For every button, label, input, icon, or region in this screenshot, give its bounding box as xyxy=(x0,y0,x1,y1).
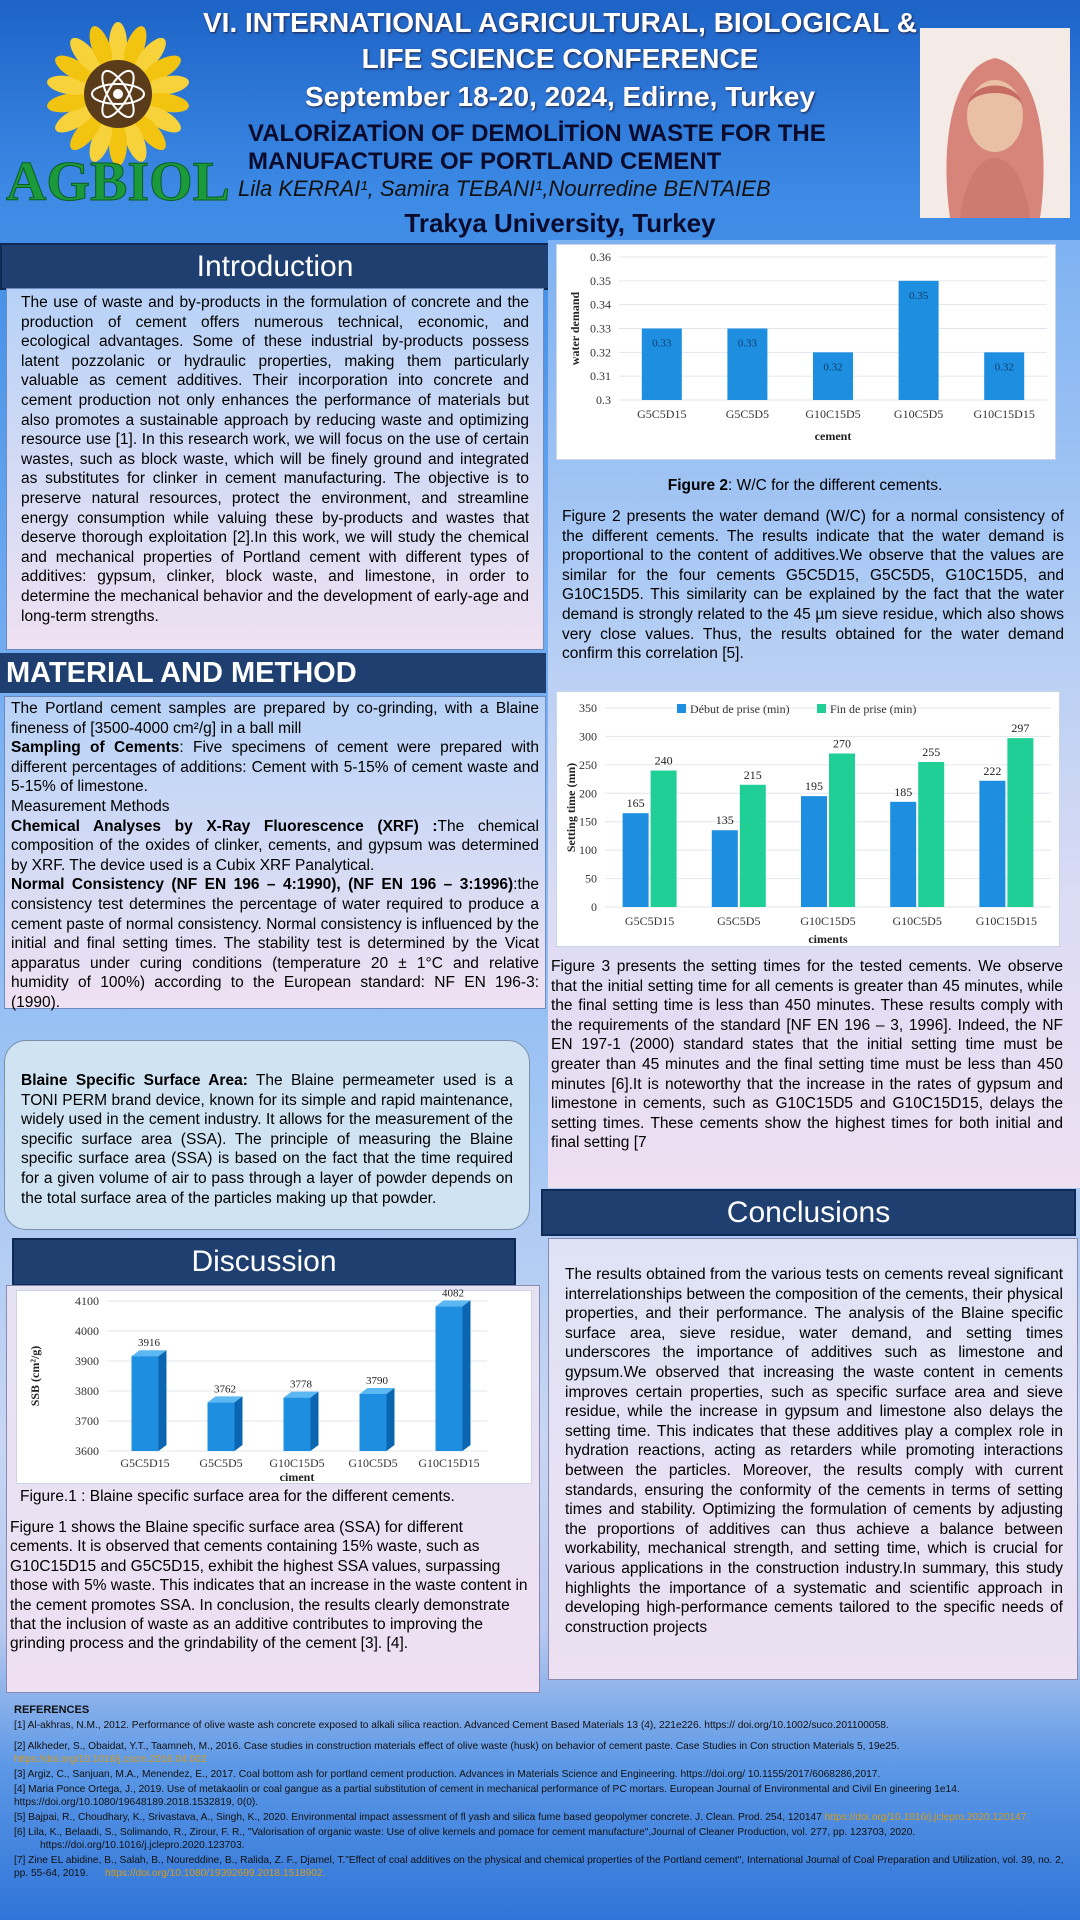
y-tick-label: 3800 xyxy=(75,1384,99,1398)
sampling-label: Sampling of Cements xyxy=(11,739,180,757)
legend-label: Début de prise (min) xyxy=(690,702,790,716)
y-tick-label: 4100 xyxy=(75,1294,99,1308)
figure2-wc-chart xyxy=(556,244,1056,460)
y-axis-label: water demand xyxy=(568,291,582,366)
bar xyxy=(829,753,855,907)
x-tick-label: G5C5D15 xyxy=(120,1456,170,1470)
introduction-panel xyxy=(6,288,544,650)
data-label: 215 xyxy=(743,767,762,782)
x-tick-label: G10C5D5 xyxy=(893,407,944,421)
logo-text: AGBIOL xyxy=(5,151,231,213)
x-tick-label: G5C5D15 xyxy=(624,914,675,928)
bar-side-face xyxy=(387,1388,395,1451)
bar xyxy=(1007,738,1033,907)
y-tick-label: 0.34 xyxy=(590,297,611,312)
material-method-title: MATERIAL AND METHOD xyxy=(0,653,546,693)
x-axis-label: cement xyxy=(814,429,852,443)
bar xyxy=(360,1394,387,1451)
blaine-label: Blaine Specific Surface Area: xyxy=(21,1072,248,1089)
legend-swatch xyxy=(677,704,686,713)
figure1-caption: Figure.1 : Blaine specific surface area for the different cements. xyxy=(20,1488,455,1505)
bar xyxy=(436,1306,463,1451)
legend-swatch xyxy=(817,704,826,713)
agbiol-logo xyxy=(5,14,231,214)
y-tick-label: 0.31 xyxy=(590,369,611,384)
references-title: REFERENCES xyxy=(14,1704,90,1716)
reference-2-link[interactable]: https://doi.org/10.1016/j.cscm.2016.04.002 xyxy=(14,1754,207,1765)
y-tick-label: 3600 xyxy=(75,1444,99,1458)
xrf-label: Chemical Analyses by X-Ray Fluorescence (XRF) : xyxy=(11,817,438,835)
bar xyxy=(712,830,738,907)
y-tick-label: 4000 xyxy=(75,1324,99,1338)
reference-7-link[interactable]: https://doi.org/10.1080/19392699.2018.1518902. xyxy=(105,1868,326,1879)
reference-7: [7] Zine EL abidine, B., Salah, B., Noureddine, B., Ralida, Z. F., Djamel, T."Effect of coal additives on the physical and chemical properties of the Portland cement", International Journal of Coal Preparation and Utilization, vol. 39, no. 2, pp. 55-64, 2019. xyxy=(14,1855,1064,1879)
x-axis-label: ciments xyxy=(808,932,848,946)
bar-side-face xyxy=(159,1350,167,1451)
data-label: 165 xyxy=(626,796,645,811)
y-tick-label: 3700 xyxy=(75,1414,99,1428)
legend-label: Fin de prise (min) xyxy=(830,702,917,716)
x-tick-label: G5C5D5 xyxy=(717,914,761,928)
conclusions-text: The results obtained from the various tests on cements reveal significant interrelationships between the composition of the cements, their physical properties, and their performance. The analysis of the Blaine specific surface area, sieve residue, water demand, and setting times underscores the importance of additives such as limestone and gypsum.We observed that increasing the waste content in cements improves certain properties, such as specific surface area and sieve residue, while the increase in gypsum and limestone also delays the setting time. This indicates that these additives play a complex role in hydration reactions, acting as retarders while promoting interactions between the particles. Moreover, the results comply with current standards, ensuring the conformity of the cements in terms of setting times and stability. Optimizing the formulation of cements by adjusting the proportions of additives can thus achieve a balance between workability, mechanical strength, and setting time, which is crucial for various applications in the construction industry.In summary, this study highlights the importance of a systematic and scientific approach in developing high-performance cements tailored to the specific needs of construction projects xyxy=(565,1266,1063,1636)
data-label: 195 xyxy=(805,779,823,794)
conference-title-line1: VI. INTERNATIONAL AGRICULTURAL, BIOLOGICAL & xyxy=(203,7,917,38)
y-tick-label: 350 xyxy=(579,701,597,715)
x-tick-label: G10C15D15 xyxy=(418,1456,480,1470)
data-label: 297 xyxy=(1011,721,1030,736)
bar xyxy=(984,352,1024,400)
figure2-text: Figure 2 presents the water demand (W/C) for a normal consistency of the different cements. The results indicate that the water demand is proportional to the content of additives.We observe that the values are similar for the four cements G5C5D15, G5C5D5, G10C15D5, and G10C15D5. This similarity can be explained by the fact that the water demand is strongly related to the 45 µm sieve residue, which also shows very close values. Thus, the results obtained for the water demand confirm this correlation [5]. xyxy=(562,508,1064,663)
y-tick-label: 150 xyxy=(579,814,597,829)
x-tick-label: G10C15D5 xyxy=(805,407,861,421)
figure1-text: Figure 1 shows the Blaine specific surface area (SSA) for different cements. It is observed that cements containing 15% waste, such as G10C15D15 and G5C5D15, exhibit the highest SSA values, surpassing those with 5% waste. This indicates that an increase in the waste content in the cement promotes SSA. In conclusion, the results clearly demonstrate that the inclusion of waste as an additive contributes to improving the grinding process and the grindability of the cement [3]. [4]. xyxy=(10,1519,528,1653)
y-tick-label: 50 xyxy=(585,871,597,886)
introduction-title: Introduction xyxy=(0,243,550,290)
data-label: 135 xyxy=(715,813,734,828)
reference-5-link[interactable]: https://doi.org/10.1016/j.jclepro.2020.120147. xyxy=(824,1812,1030,1823)
bar xyxy=(801,796,827,907)
paper-title-line2: MANUFACTURE OF PORTLAND CEMENT xyxy=(248,148,722,175)
data-label: 0.33 xyxy=(652,337,672,350)
bar xyxy=(740,785,766,907)
y-axis-label: SSB (cm²/g) xyxy=(28,1345,42,1407)
x-tick-label: G10C5D5 xyxy=(348,1456,398,1470)
introduction-text: The use of waste and by-products in the formulation of concrete and the production of cement offers numerous technical, economic, and ecological advantages. Some of these industrial by-products possess latent pozzolanic or hydraulic properties, making them particularly valuable as cement additives. Their incorporation into concrete and cement production not only enhances the performance of materials but also promotes a sustainable approach by reducing waste and optimizing resource use [1]. In this research work, we will focus on the use of certain wastes, such as block waste, which will be finely ground and integrated as substitutes for clinker in cement manufacturing. The objective is to preserve natural resources, protect the environment, and streamline energy consumption while valuing these by-products and wastes that deserve thorough exploitation [2].In this work, we will study the chemical and mechanical properties of Portland cement with different types of additives: gypsum, clinker, block waste, and limestone, in order to determine the mechanical behavior and the development of early-age and long-term strengths. xyxy=(21,294,529,625)
conclusions-panel xyxy=(548,1238,1078,1680)
bar-side-face xyxy=(235,1396,243,1451)
figure3-text: Figure 3 presents the setting times for the tested cements. We observe that the initial setting time for all cements is greater than 45 minutes, while the final setting time is less than 450 minutes. These results comply with the requirements of the standard [NF EN 196 – 3, 1996]. Indeed, the NF EN 197-1 (2000) standard states that the initial setting time must be greater than 45 minutes and the final setting time must be less than 450 minutes [6].It is noteworthy that the increase in the rates of gypsum and limestone in cements, such as G10C15D5 and G10C15D15, delays the setting times. These cements show the highest times for both initial and final setting [7 xyxy=(551,958,1063,1152)
data-label: 185 xyxy=(894,784,913,799)
data-label: 270 xyxy=(833,736,851,751)
bar xyxy=(284,1398,311,1451)
x-tick-label: G5C5D15 xyxy=(637,407,687,421)
bar xyxy=(918,762,944,907)
discussion-title: Discussion xyxy=(12,1238,516,1286)
y-tick-label: 0.32 xyxy=(590,345,611,360)
y-tick-label: 0.33 xyxy=(590,321,611,336)
data-label: 240 xyxy=(654,753,673,768)
normal-consistency-text: :the consistency test determines the percentage of water required to produce a cement paste of normal consistency. Normal consistency is influenced by the initial and final setting times. The stability test is determined by the Vicat apparatus under curing conditions (temperature 20 ± 1°C and relative humidity of 100%) according to the European standard: NF EN 196-3: (1990). xyxy=(11,876,539,1011)
bar xyxy=(890,802,916,907)
paper-title-line1: VALORİZATİON OF DEMOLİTİON WASTE FOR THE xyxy=(248,120,826,147)
x-tick-label: G10C15D5 xyxy=(269,1456,325,1470)
x-tick-label: G5C5D5 xyxy=(199,1456,243,1470)
y-tick-label: 0.35 xyxy=(590,273,611,288)
x-tick-label: G10C15D5 xyxy=(800,914,856,928)
bar xyxy=(979,781,1005,907)
figure2-caption xyxy=(556,477,1054,495)
data-label: 222 xyxy=(983,763,1002,778)
reference-3: [3] Argiz, C., Sanjuan, M.A., Menendez, E., 2017. Coal bottom ash for portland cement production. Advances in Materials Science and Engineering. https://doi.org/ 10.1155/2017/6068286,2017. xyxy=(14,1769,881,1780)
university: Trakya University, Turkey xyxy=(404,208,716,238)
data-label: 3778 xyxy=(290,1378,312,1391)
figure3-setting-time-chart xyxy=(556,691,1060,947)
blaine-panel xyxy=(4,1040,530,1230)
x-tick-label: G5C5D5 xyxy=(725,407,770,421)
figure2-caption-label: Figure 2 xyxy=(667,477,729,494)
normal-consistency-label: Normal Consistency (NF EN 196 – 4:1990), (NF EN 196 – 3:1996) xyxy=(11,876,514,894)
data-label: 0.32 xyxy=(994,361,1014,374)
data-label: 3916 xyxy=(138,1337,160,1350)
x-axis-label: ciment xyxy=(279,1470,315,1484)
y-tick-label: 300 xyxy=(579,729,597,744)
y-tick-label: 0.36 xyxy=(590,250,611,264)
author-photo xyxy=(920,28,1070,218)
bar xyxy=(132,1356,159,1451)
y-axis-label: Setting time (mn) xyxy=(564,762,578,853)
data-label: 3762 xyxy=(214,1383,236,1396)
x-tick-label: G10C15D15 xyxy=(973,407,1035,421)
conference-title-line2: LIFE SCIENCE CONFERENCE xyxy=(361,43,759,74)
reference-1: [1] Al-akhras, N.M., 2012. Performance of olive waste ash concrete exposed to alkali silica reaction. Advanced Cement Based Materials 13 (4), 221e226. https:// doi.org/10.1002/suco.201100058. xyxy=(14,1720,889,1731)
bar xyxy=(813,352,853,400)
reference-4: [4] Maria Ponce Ortega, J., 2019. Use of metakaolin or coal gangue as a partial substitution of cement in mechanical performance of PC mortars. European Journal of Environmental and Civil En gineering 1e14. https://doi.org/10.1080/19648189.2018.1532819, 0(0). xyxy=(14,1784,960,1808)
y-tick-label: 200 xyxy=(579,786,597,801)
data-label: 255 xyxy=(922,745,941,760)
conclusions-title: Conclusions xyxy=(541,1189,1076,1236)
y-tick-label: 3900 xyxy=(75,1354,99,1368)
methods-heading: Measurement Methods xyxy=(11,797,170,815)
bar xyxy=(623,813,649,907)
bar-side-face xyxy=(311,1392,319,1451)
material-method-panel xyxy=(4,696,546,1009)
reference-2: [2] Alkheder, S., Obaidat, Y.T., Taamneh, M., 2016. Case studies in construction materials effect of olive waste (husk) on behavior of cement paste. Case Studies in Con struction Materials 5, 19e25. xyxy=(14,1741,900,1752)
figure2-caption-rest: : W/C for the different cements. xyxy=(728,477,943,494)
conference-date: September 18-20, 2024, Edirne, Turkey xyxy=(305,81,815,112)
y-tick-label: 250 xyxy=(579,757,597,772)
data-label: 0.33 xyxy=(737,337,758,350)
authors: Lila KERRAI¹, Samira TEBANI¹,Nourredine BENTAIEB xyxy=(238,176,771,201)
bar xyxy=(651,771,677,907)
references xyxy=(14,1704,1070,1882)
blaine-text: The Blaine permeameter used is a TONI PERM brand device, known for its simple and rapid maintenance, widely used in the cement industry. It allows for the measurement of the specific surface area (SSA). The principle of measuring the Blaine specific surface area (SSA) is based on the fact that the time required for a given volume of air to pass through a layer of powder depends on the total surface area of the particles making up that powder. xyxy=(21,1072,513,1207)
y-tick-label: 0.3 xyxy=(596,393,611,407)
material-intro: The Portland cement samples are prepared by co-grinding, with a Blaine fineness of [3500-4000 cm²/g] in a ball mill xyxy=(11,700,539,737)
bar xyxy=(208,1402,235,1451)
x-tick-label: G10C5D5 xyxy=(892,914,942,928)
sampling-text: : Five specimens of cement were prepared with different percentages of additions: Cement with 5-15% of cement waste and 5-15% of limestone. xyxy=(11,739,540,796)
reference-6-doi: https://doi.org/10.1016/j.jclepro.2020.123703. xyxy=(40,1840,245,1851)
y-tick-label: 100 xyxy=(579,843,597,858)
y-tick-label: 0 xyxy=(591,900,597,914)
data-label: 0.32 xyxy=(823,361,843,374)
data-label: 0.35 xyxy=(908,289,929,302)
reference-6: [6] Lila, K., Belaadi, S., Solimando, R., Zirour, F. R., "Valorisation of organic waste: Use of olive kernels and pomace for cement manufacture",Journal of Cleaner Production, vol. 277, pp. 123703, 2020. xyxy=(14,1827,916,1838)
figure1-ssa-chart xyxy=(16,1287,532,1484)
bar-side-face xyxy=(463,1300,471,1451)
reference-5: [5] Bajpai, R., Choudhary, K., Srivastava, A., Singh, K., 2020. Environmental impact assessment of fl yash and silica fume based geopolymer concrete. J. Clean. Prod. 254, 120147 xyxy=(14,1812,822,1823)
data-label: 3790 xyxy=(366,1375,388,1387)
data-label: 4082 xyxy=(442,1287,464,1300)
xrf-text: The chemical composition of the oxides of clinker, cements, and gypsum was determined by XRF. The device used is a Cubix XRF Panalytical. xyxy=(11,817,539,874)
x-tick-label: G10C15D15 xyxy=(975,914,1038,928)
